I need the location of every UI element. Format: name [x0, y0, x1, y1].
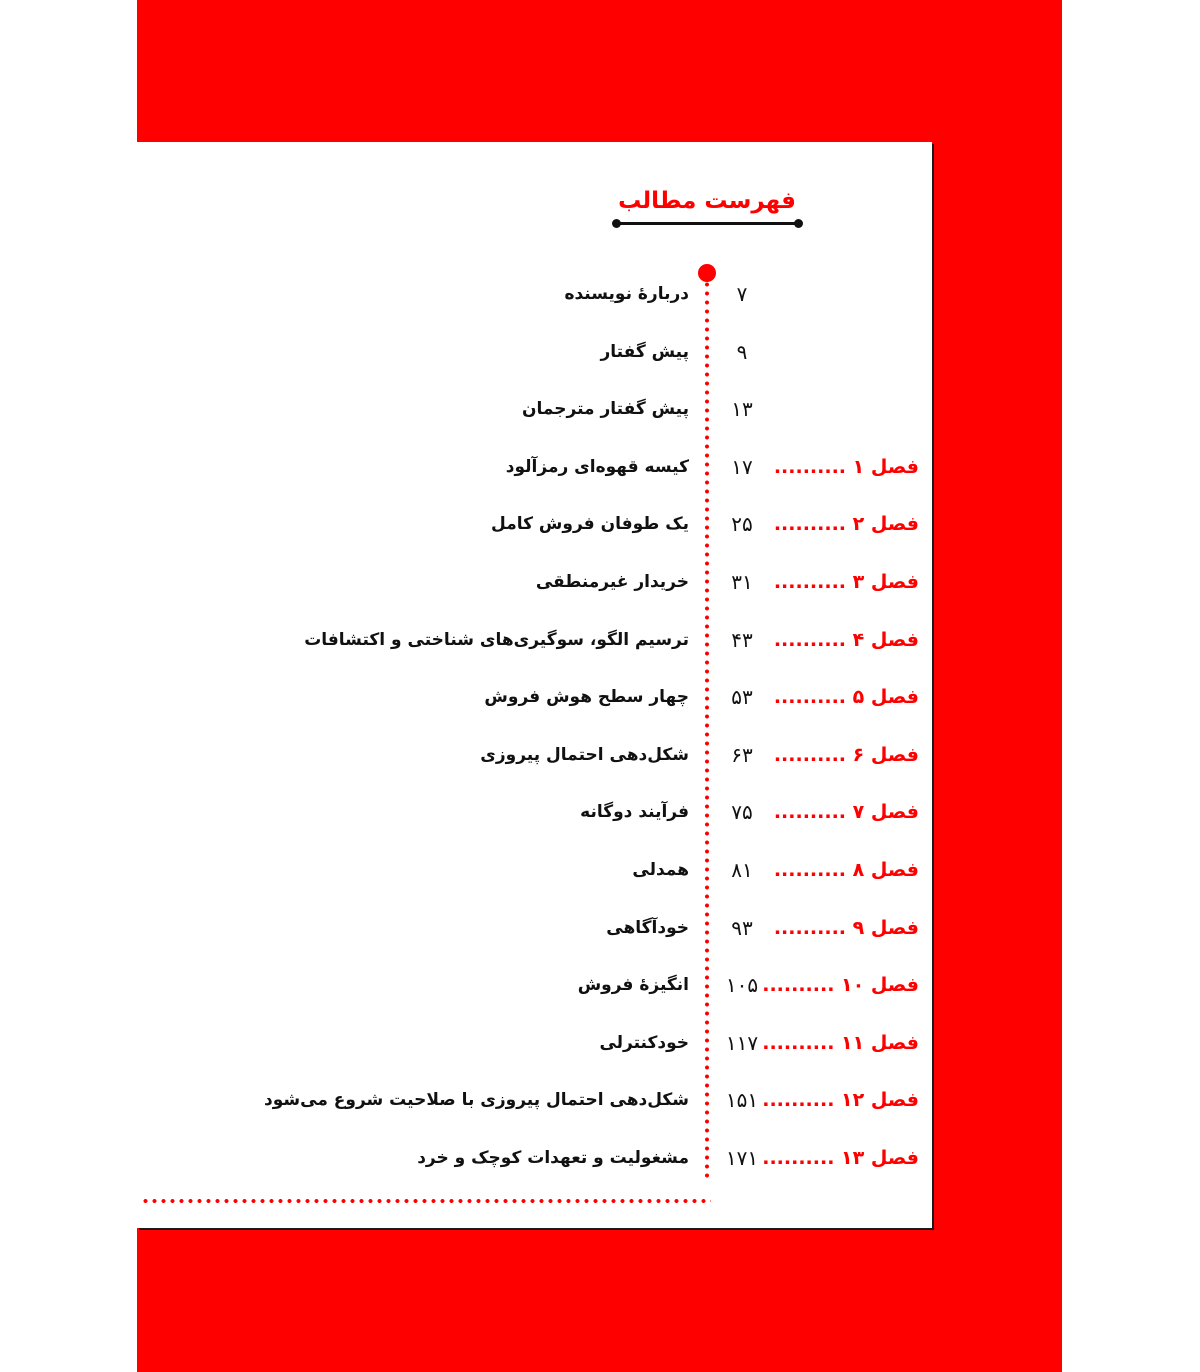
- toc-entry[interactable]: [137, 508, 932, 540]
- leader-dots: ..........: [773, 801, 853, 824]
- page-number: ۶۳: [731, 742, 753, 767]
- leader-dots: ..........: [762, 1147, 842, 1169]
- toc-entry[interactable]: [137, 336, 932, 368]
- dotted-bottom-rule: [141, 1199, 711, 1203]
- page-number: ۱۰۵: [725, 973, 759, 998]
- page-title: فهرست مطالب: [618, 188, 796, 214]
- leader-dots: ..........: [773, 571, 853, 593]
- entry-title: پیش گفتار مترجمان: [521, 399, 689, 420]
- page-number: ۲۵: [731, 512, 753, 537]
- page-number: ۸۱: [731, 858, 753, 882]
- toc-entry[interactable]: [137, 278, 932, 310]
- chapter-text: فصل ۵: [852, 686, 919, 709]
- page-number: ۹: [736, 339, 748, 364]
- toc-entry[interactable]: [137, 969, 932, 1001]
- toc-entry[interactable]: [137, 854, 932, 886]
- entry-title: چهار سطح هوش فروش: [484, 687, 689, 708]
- entry-title: ترسیم الگو، سوگیری‌های شناختی و اکتشافات: [304, 629, 689, 650]
- toc-page: [137, 142, 932, 1228]
- toc-entry[interactable]: [137, 1084, 932, 1116]
- chapter-label: [773, 739, 919, 771]
- toc-entry[interactable]: [137, 1142, 932, 1174]
- page-number: ۱۷۱: [725, 1146, 759, 1170]
- chapter-text: فصل ۱۳: [841, 1147, 919, 1169]
- chapter-label: [773, 508, 919, 540]
- leader-dots: ..........: [762, 1031, 842, 1054]
- entry-title: خودآگاهی: [606, 917, 689, 938]
- entry-title: کیسه قهوه‌ای رمزآلود: [505, 456, 689, 477]
- chapter-text: فصل ۱۲: [841, 1089, 919, 1112]
- chapter-text: فصل ۳: [852, 571, 919, 593]
- toc-entry[interactable]: [137, 451, 932, 483]
- leader-dots: ..........: [773, 859, 853, 881]
- toc-entry[interactable]: [137, 739, 932, 771]
- chapter-text: فصل ۱۰: [841, 974, 919, 997]
- entry-title: یک طوفان فروش کامل: [491, 514, 689, 535]
- chapter-label: [762, 1027, 919, 1059]
- chapter-text: فصل ۲: [852, 513, 919, 536]
- chapter-text: فصل ۷: [852, 801, 919, 824]
- chapter-text: فصل ۱: [852, 455, 919, 478]
- chapter-label: [762, 969, 919, 1001]
- leader-dots: ..........: [773, 686, 853, 709]
- chapter-label: [773, 854, 919, 886]
- leader-dots: ..........: [773, 628, 853, 651]
- chapter-label: [773, 912, 919, 944]
- page-number: ۵۳: [731, 685, 753, 710]
- toc-entry[interactable]: [137, 796, 932, 828]
- toc-entry[interactable]: [137, 624, 932, 656]
- entry-title: شکل‌دهی احتمال پیروزی با صلاحیت شروع می‌شود: [264, 1090, 689, 1111]
- entry-title: همدلی: [632, 860, 689, 880]
- leader-dots: ..........: [773, 743, 853, 766]
- title-underline: [616, 222, 799, 225]
- toc-entry[interactable]: [137, 566, 932, 598]
- leader-dots: ..........: [773, 513, 853, 536]
- leader-dots: ..........: [773, 455, 853, 478]
- page-number: ۹۳: [731, 915, 753, 940]
- toc-entry[interactable]: [137, 1027, 932, 1059]
- entry-title: مشغولیت و تعهدات کوچک و خرد: [417, 1148, 689, 1168]
- toc-entry[interactable]: [137, 393, 932, 425]
- entry-title: خریدار غیرمنطقی: [535, 572, 689, 592]
- page-number: ۷: [736, 282, 748, 306]
- chapter-label: [773, 566, 919, 598]
- chapter-label: [762, 1084, 919, 1116]
- chapter-text: فصل ۶: [852, 743, 919, 766]
- entry-title: پیش گفتار: [600, 341, 689, 362]
- chapter-label: [773, 451, 919, 483]
- entry-title: خودکنترلی: [599, 1032, 689, 1053]
- page-number: ۱۱۷: [725, 1030, 759, 1055]
- leader-dots: ..........: [762, 974, 842, 997]
- leader-dots: ..........: [762, 1089, 842, 1112]
- chapter-label: [762, 1142, 919, 1174]
- page-number: ۷۵: [731, 800, 753, 825]
- chapter-text: فصل ۸: [852, 859, 919, 881]
- page-number: ۱۷: [731, 454, 753, 479]
- toc-entry[interactable]: [137, 912, 932, 944]
- chapter-label: [773, 681, 919, 713]
- page-number: ۴۳: [731, 627, 753, 652]
- entry-title: شکل‌دهی احتمال پیروزی: [480, 744, 689, 765]
- entry-title: فرآیند دوگانه: [580, 802, 689, 823]
- chapter-label: [773, 624, 919, 656]
- chapter-text: فصل ۴: [852, 628, 919, 651]
- leader-dots: ..........: [773, 916, 853, 939]
- entry-title: انگیزۀ فروش: [577, 975, 689, 996]
- toc-entry[interactable]: [137, 681, 932, 713]
- page-number: ۳۱: [731, 570, 753, 594]
- entry-title: دربارۀ نویسنده: [564, 284, 689, 304]
- chapter-label: [773, 796, 919, 828]
- chapter-text: فصل ۱۱: [841, 1031, 919, 1054]
- chapter-text: فصل ۹: [852, 916, 919, 939]
- page-number: ۱۳: [731, 397, 753, 422]
- page-number: ۱۵۱: [725, 1088, 759, 1113]
